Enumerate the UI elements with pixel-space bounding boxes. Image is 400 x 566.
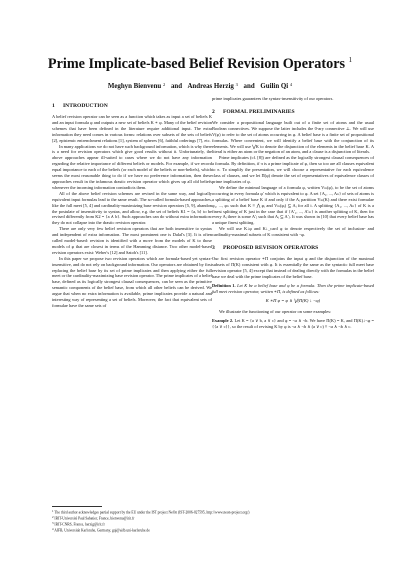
section-number: 1 xyxy=(52,103,55,109)
section-number: 2 xyxy=(212,108,215,115)
paragraph: We illustrate the functioning of our operator on some examples: xyxy=(219,309,332,315)
section-title: INTRODUCTION xyxy=(63,103,108,109)
paragraph: There are only very few belief revision operators that are both insensitive to syntax and independent of extra information. The most prominent one is Dalal's [3]. It is often called model-based: revision is identified with a move from the models of K to those models of φ that are closest in terms of the Hamming distance. Two other model-based revision operators exist: Weber's [12] and Satoh's [11]. xyxy=(52,226,212,255)
paragraph: In many applications we do not have such background information, which is why there is a need for revision operators which give good results without it. Unfortunately, the above approaches appear ill-suited to cases where we do not have any information regarding the relative importance of different beliefs or models. For example, if we record equal importance to each of the beliefs (or each model of the beliefs or non-beliefs), which seems the most reasonable thing to do if we have no preference information, then these approaches result in the infamous drastic revision operator which gives up all old beliefs whenever the incoming information contradicts them. xyxy=(52,143,212,190)
title-text: Prime Implicate-based Belief Revision Operators xyxy=(47,56,346,72)
author-footnote-mark: 3 xyxy=(235,82,238,87)
section-title: PROPOSED REVISION OPERATORS xyxy=(223,245,319,252)
footnote-mark: 3 xyxy=(52,520,54,525)
footnote-text: The third author acknowledges partial support by the EU under the IST project NeOn (IST-2006-027595, http://www.neon-project.org/) xyxy=(54,510,250,515)
footnotes xyxy=(52,506,250,533)
section-heading xyxy=(52,103,212,110)
paragraph: A belief revision operator can be seen as a function which takes as input a set of beliefs K and an input formula φ and outputs a new set of beliefs K ∗ φ. Many of the belief revision schemes that have been defined in the literature require additional input. The extra information they need comes in various forms: relations over subsets of the sets of beliefs [2], epistemic entrenchment relations [1], system of spheres [6], faithful orderings [7], etc. xyxy=(52,114,212,143)
author-name: Guilin Qi xyxy=(260,83,289,90)
example-label: Example 2. xyxy=(212,318,234,324)
paragraph: Prime implicates (cf. [8]) are defined as the logically strongest clausal consequences of a formula. By definition, if π is a prime implicate of φ, then so too are all clauses equivalent to π. To simplify the presentation, we will choose a representative for each equivalence class of clauses, and we let Π(φ) denote the set of representatives of equivalence classes of prime implicates of φ. xyxy=(212,155,374,184)
definition-body: Let K be a belief base and φ be a formula. Then the prime implicate-based full meet revision operator, written ∗Π, is defined as follows: xyxy=(212,282,374,294)
footnote-text: IRIT-CNRS, France, herzig@irit.fr xyxy=(54,522,105,527)
paragraph: We consider a propositional language built out of a finite set of atoms and the usual Boolean connectives. We suppose the latter includes the 0-ary connective ⊥. We will use V(φ) to refer to the set of atoms occurring in φ. A belief base is a finite set of propositional formulas. Where convenient, we will identify a belief base with the conjunction of its elements. We will use ⋁K to denote the disjunction of the elements in the belief base K. A literal is either an atom or the negation of an atom, and a clause is a disjunction of literals. xyxy=(212,119,374,155)
definition-label: Definition 1. xyxy=(212,282,236,288)
author-footnote-mark: 4 xyxy=(289,82,293,87)
paper-title xyxy=(10,52,390,73)
paragraph: prime implicates guarantees the syntax-insensitivity of our operators. xyxy=(212,96,334,101)
example-body: Let K = {a ∨ b, a ∨ c} and φ = ¬a ∧ ¬b. We have Π(K) = K, and Π(K)↓¬φ = {{a ∨ c}}, so the result of revising K by φ is ¬a ∧ ¬b ∧ (a ∨ c) ≡ ¬a ∧ ¬b ∧ c. xyxy=(212,318,374,330)
title-footnote-mark: 1 xyxy=(348,56,353,64)
paragraph: Our first revision operator ∗Π conjoins the input φ and the disjunction of the maximal subsets of Π(K) consistent with φ. It is essentially the same as the syntactic full meet base revision operator [5, 4] except that instead of dealing directly with the formulas in the belief base we deal with the prime implicates of the belief base. xyxy=(212,256,374,279)
author-conjunction: and xyxy=(243,83,255,90)
footnote-mark: 1 xyxy=(52,509,54,513)
author-line xyxy=(10,80,390,91)
section-heading xyxy=(212,109,374,116)
footnote-text: AIFB, Universität Karlsruhe, Germany, gqi@aifb.uni-karlsruhe.de xyxy=(54,528,150,533)
author-name: Meghyn Bienvenu xyxy=(107,83,162,90)
footnote-text: IRIT-Université Paul Sabatier, France, bienvenu@irit.fr xyxy=(54,516,135,521)
display-formula: K ∗Π φ = φ ∧ ⋁(Π(K) ↓ ¬φ) xyxy=(265,298,321,304)
footnote-mark: 2 xyxy=(52,514,54,519)
author-footnote-mark: 2 xyxy=(162,82,166,87)
paragraph: We will use K↓φ and K↓_card φ to denote respectively the set of inclusion- and cardinality-maximal subsets of K consistent with ¬φ. xyxy=(212,226,374,238)
section-number: 3 xyxy=(212,245,215,252)
footnote-mark: 4 xyxy=(52,526,54,531)
definition xyxy=(212,283,374,295)
right-column xyxy=(212,96,374,330)
author-name: Andreas Herzig xyxy=(187,83,234,90)
footnote xyxy=(52,527,212,533)
example xyxy=(212,318,374,330)
paragraph: In this paper we propose two revision operators which are formula-based yet syntax-insensitive, and do not rely on background information. Our operators are obtained by first replacing the belief base by its set of prime implicates and then applying either the full meet or the cardinality-maximizing base revision operator. The prime implicates of a belief base, defined as its logically strongest clausal consequences, can be seen as the primitive semantic components of the belief base, from which all other beliefs can be derived. We argue that when no extra information is available, prime implicates provide a natural and interesting way of representing a set of beliefs. Moreover, the fact that equivalent sets of formulae have the same sets of xyxy=(52,255,212,308)
left-column xyxy=(52,96,212,309)
footnote-rule xyxy=(52,506,102,507)
section-heading xyxy=(212,245,374,252)
paragraph: We define the minimal language of a formula φ, written Vₘ(φ), to be the set of atoms occurring in every formula φ′ which is equivalent to φ. A set {A₁, ..., Aₙ} of sets of atoms is a splitting of a belief base K if and only if the Aᵢ partition Vₘ(K) and there exist formulae φ₁, ..., φₙ such that K ≡ ⋀ φᵢ and Vₘ(φᵢ) ⊆ Aᵢ for all i. A splitting {A₁, ..., Aₙ} of K is a finest splitting of K just in the case that if {A′₁, ..., A′ₘ} is another splitting of K, then for every Aᵢ there is some A′ⱼ such that Aᵢ ⊆ A′ⱼ. It was shown in [10] that every belief base has a unique finest splitting. xyxy=(212,184,374,226)
author-conjunction: and xyxy=(170,83,183,90)
section-title: FORMAL PRELIMINARIES xyxy=(223,108,295,115)
paragraph: All of the above belief revision schemes are revised in the same way, and logically equivalent input formulas lead to the same result. The so-called formula-based approaches, like the full meet [5, 4] and cardinality-maximizing base revision operators [5, 9], abandon the postulate of insensitivity to syntax, and allow, e.g. the set of beliefs K1 = {a, b} to be revised differently from K2 = {a ∧ b}. Such approaches can do without extra information: they do not collapse into the drastic revision operator. xyxy=(52,190,212,226)
